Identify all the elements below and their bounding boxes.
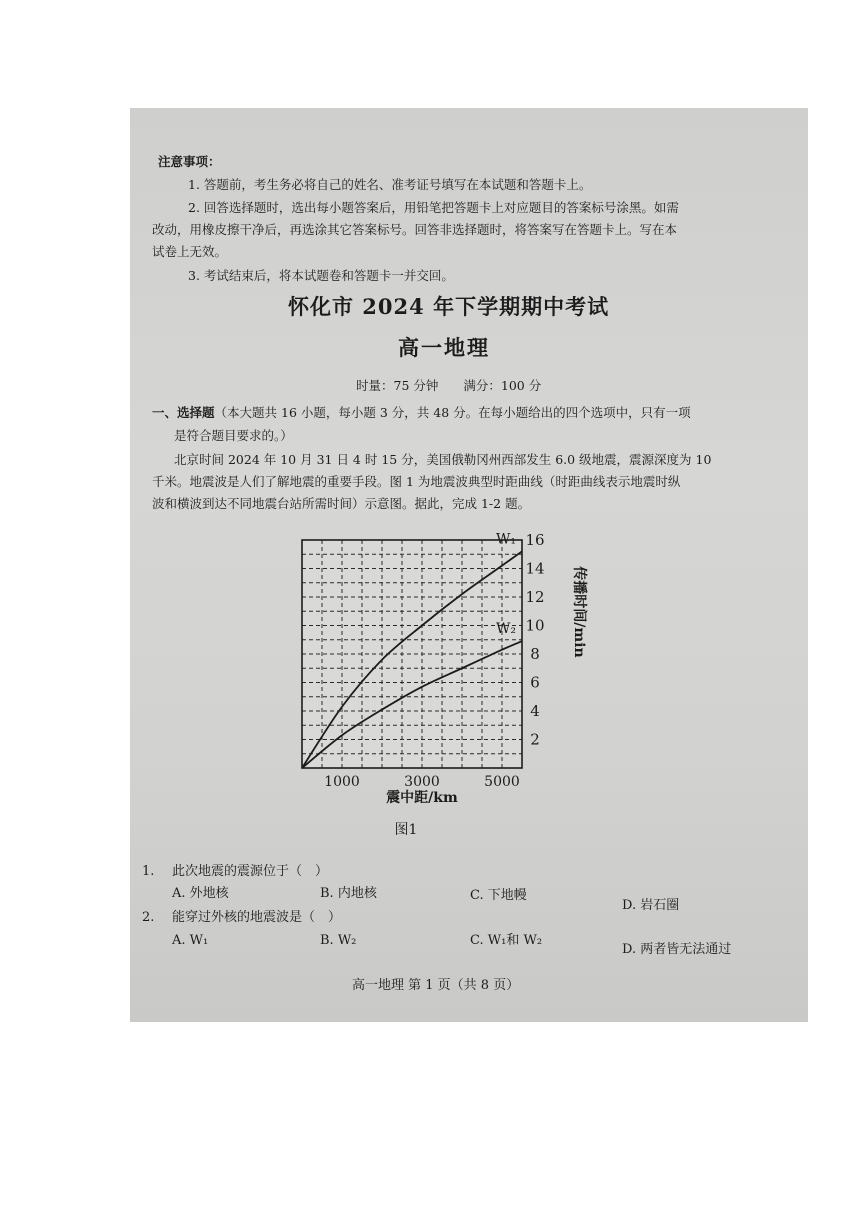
section-1-desc: （本大题共 16 小题，每小题 3 分，共 48 分。在每小题给出的四个选项中，只有一项 <box>214 405 691 420</box>
exam-page <box>130 108 808 1022</box>
question-1-option-a: A. 外地核 <box>172 886 229 901</box>
section-1-label: 一、选择题 <box>152 405 215 420</box>
travel-time-chart <box>280 528 590 840</box>
x-tick-label: 5000 <box>484 774 520 790</box>
y-tick-label: 2 <box>530 730 540 749</box>
notice-item-1: 1. 答题前，考生务必将自己的姓名、准考证号填写在本试题和答题卡上。 <box>188 177 592 192</box>
page-footer: 高一地理 第 1 页（共 8 页） <box>352 978 520 993</box>
passage-line-1: 北京时间 2024 年 10 月 31 日 4 时 15 分，美国俄勒冈州西部发生 6.0 级地震，震源深度为 10 <box>174 452 712 467</box>
exam-title: 怀化市 2024 年下学期期中考试 <box>288 294 610 319</box>
figure-caption: 图1 <box>394 822 418 838</box>
notice-item-2-line-1: 2. 回答选择题时，选出每小题答案后，用铅笔把答题卡上对应题目的答案标号涂黑。如需 <box>188 200 679 215</box>
section-1-desc-line-2: 是符合题目要求的。） <box>174 428 293 443</box>
notice-heading: 注意事项： <box>158 154 221 169</box>
question-2-option-b: B. W₂ <box>320 933 357 948</box>
section-1-heading <box>152 405 691 421</box>
x-tick-label: 1000 <box>324 774 360 790</box>
y-tick-label: 4 <box>530 702 540 720</box>
exam-meta: 时量：75 分钟 满分：100 分 <box>356 378 542 393</box>
question-2-option-a: A. W₁ <box>172 933 209 948</box>
x-tick-label: 3000 <box>404 774 440 790</box>
question-1-option-b: B. 内地核 <box>320 886 377 901</box>
question-1-option-d: D. 岩石圈 <box>622 898 680 913</box>
series-2-label: W₂ <box>495 621 517 638</box>
series-1-label: W₁ <box>495 531 517 548</box>
y-tick-label: 10 <box>525 616 545 635</box>
y-tick-label: 6 <box>530 673 540 692</box>
notice-item-2-line-2: 改动，用橡皮擦干净后，再选涂其它答案标号。回答非选择题时，将答案写在答题卡上。写在本 <box>152 222 678 237</box>
x-axis-label: 震中距/km <box>386 790 458 806</box>
y-tick-label: 16 <box>525 531 545 549</box>
exam-subject: 高一地理 <box>398 335 490 360</box>
y-tick-label: 14 <box>525 559 545 578</box>
notice-item-2-line-3: 试卷上无效。 <box>152 244 228 259</box>
question-1-option-c: C. 下地幔 <box>470 888 527 903</box>
passage-line-3: 波和横波到达不同地震台站所需时间）示意图。据此，完成 1-2 题。 <box>152 496 531 511</box>
question-2-option-c: C. W₁和 W₂ <box>470 933 543 948</box>
question-2-number: 2. <box>142 910 155 925</box>
passage-line-2: 千米。地震波是人们了解地震的重要手段。图 1 为地震波典型时距曲线（时距曲线表示地震时纵 <box>152 474 681 489</box>
y-tick-label: 12 <box>525 588 545 606</box>
question-2-stem: 能穿过外核的地震波是（ ） <box>172 910 342 925</box>
question-1-stem: 此次地震的震源位于（ ） <box>172 864 329 879</box>
question-1-number: 1. <box>142 864 155 879</box>
question-2-option-d: D. 两者皆无法通过 <box>622 942 732 957</box>
y-axis-label: 传播时间/min <box>571 566 587 658</box>
notice-item-3: 3. 考试结束后，将本试题卷和答题卡一并交回。 <box>188 268 454 283</box>
y-tick-label: 8 <box>530 645 540 663</box>
